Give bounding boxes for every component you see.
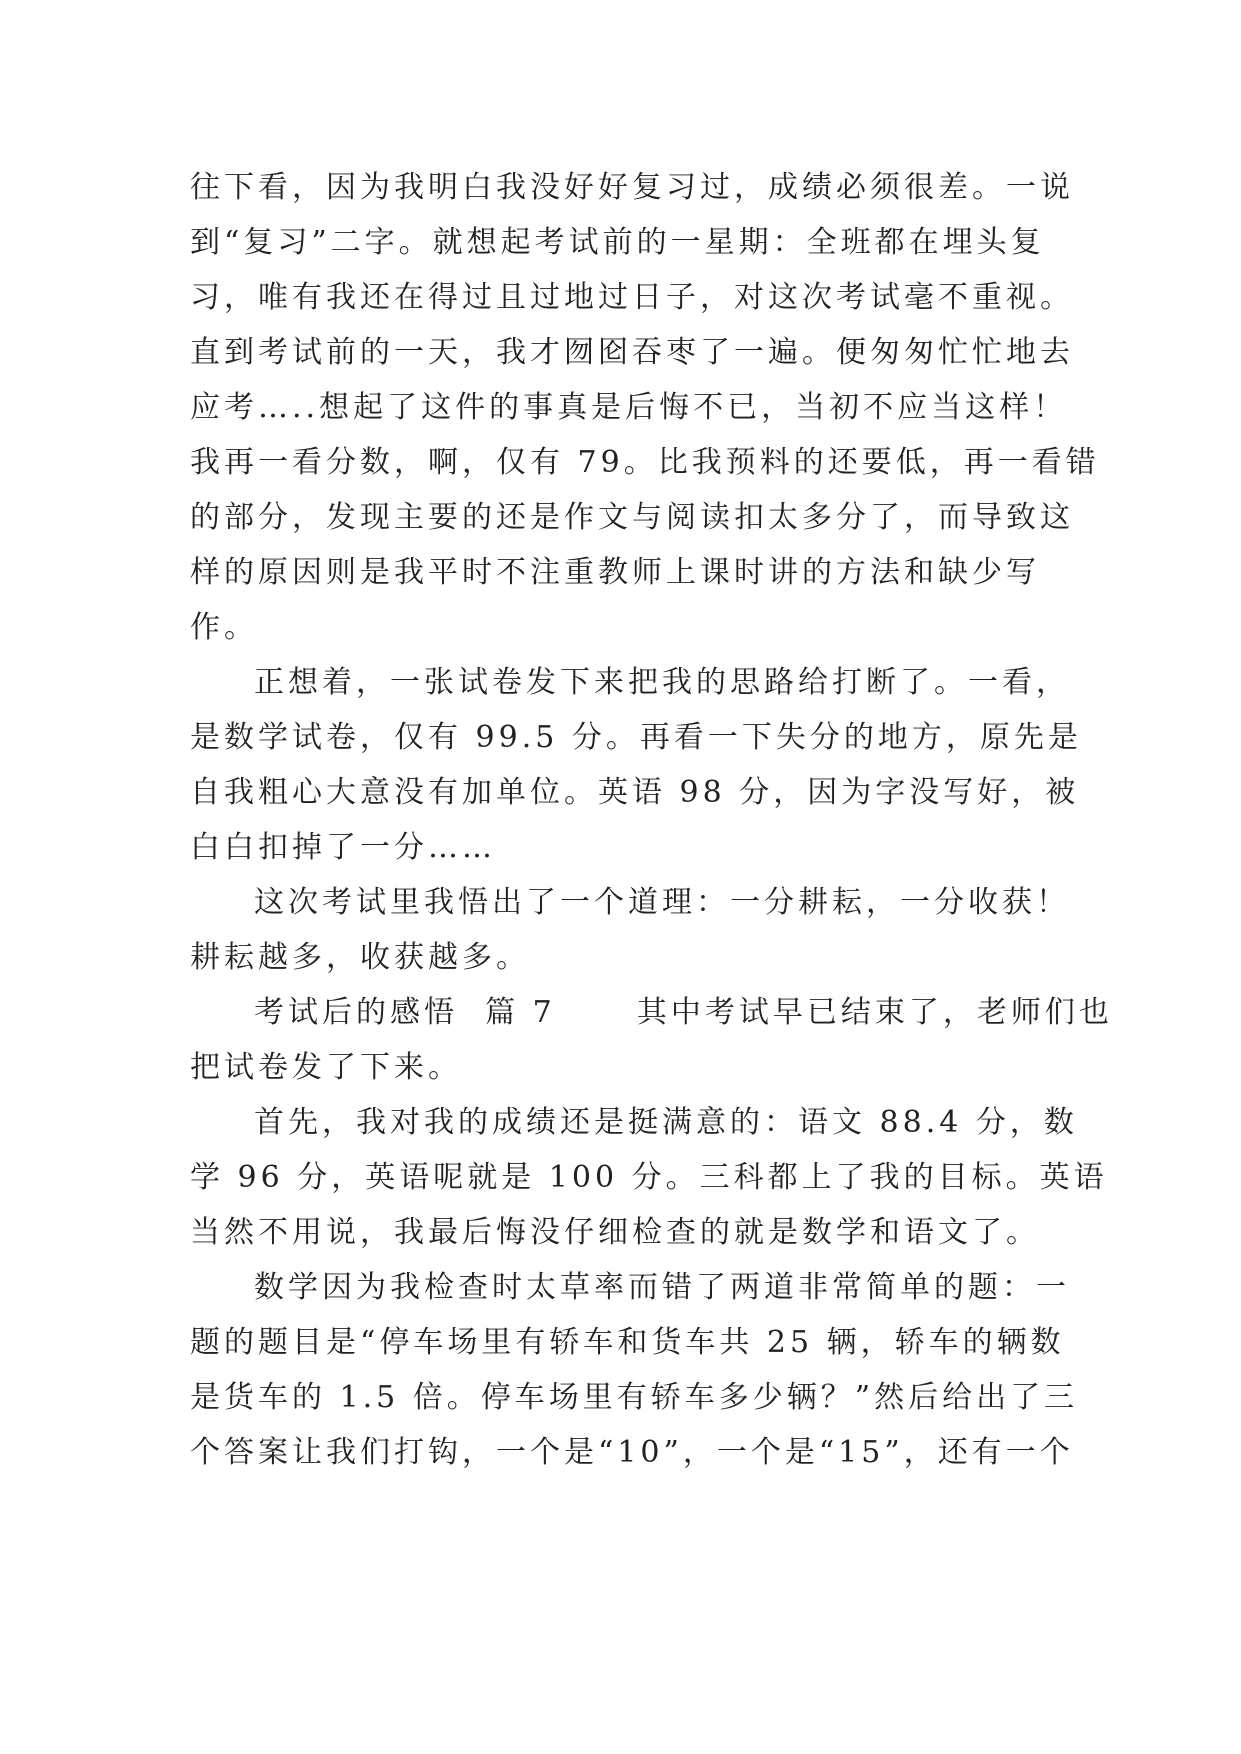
text-line: 直到考试前的一天，我才囫囵吞枣了一遍。便匆匆忙忙地去	[190, 335, 1074, 370]
paragraph-first-line: 首先，我对我的成绩还是挺满意的：语文 88.4 分，数	[254, 1105, 1078, 1140]
paragraph-first-line: 数学因为我检查时太草率而错了两道非常简单的题：一	[254, 1270, 1070, 1305]
text-line: 应考…..想起了这件的事真是后悔不已，当初不应当这样！	[190, 390, 1068, 425]
text-line: 个答案让我们打钩，一个是“10”，一个是“15”，还有一个	[190, 1435, 1074, 1470]
document-body	[190, 160, 1113, 1480]
text-line: 学 96 分，英语呢就是 100 分。三科都上了我的目标。英语	[190, 1160, 1108, 1195]
text-line: 我再一看分数，啊，仅有 79。比我预料的还要低，再一看错	[190, 445, 1100, 480]
text-line: 题的题目是“停车场里有轿车和货车共 25 辆，轿车的辆数	[190, 1325, 1065, 1360]
text-line: 自我粗心大意没有加单位。英语 98 分，因为字没写好，被	[190, 775, 1080, 810]
text-line: 白白扣掉了一分……	[190, 830, 496, 865]
text-line: 习，唯有我还在得过且过地过日子，对这次考试毫不重视。	[190, 280, 1074, 315]
text-line: 耕耘越多，收获越多。	[190, 940, 530, 975]
text-line: 是数学试卷，仅有 99.5 分。再看一下失分的地方，原先是	[190, 720, 1082, 755]
text-line: 到“复习”二字。就想起考试前的一星期：全班都在埋头复	[190, 225, 1045, 260]
paragraph-first-line: 正想着，一张试卷发下来把我的思路给打断了。一看，	[254, 665, 1070, 700]
text-line: 往下看，因为我明白我没好好复习过，成绩必须很差。一说	[190, 170, 1074, 205]
text-line: 当然不用说，我最后悔没仔细检查的就是数学和语文了。	[190, 1215, 1040, 1250]
text-line: 样的原因则是我平时不注重教师上课时讲的方法和缺少写	[190, 555, 1040, 590]
text-line: 是货车的 1.5 倍。停车场里有轿车多少辆？”然后给出了三	[190, 1380, 1079, 1415]
text-line: 作。	[190, 610, 258, 645]
text-line: 的部分，发现主要的还是作文与阅读扣太多分了，而导致这	[190, 500, 1074, 535]
section-heading-line: 考试后的感悟 篇 7 其中考试早已结束了，老师们也	[254, 995, 1113, 1030]
text-line: 把试卷发了下来。	[190, 1050, 462, 1085]
paragraph-first-line: 这次考试里我悟出了一个道理：一分耕耘，一分收获！	[254, 885, 1070, 920]
